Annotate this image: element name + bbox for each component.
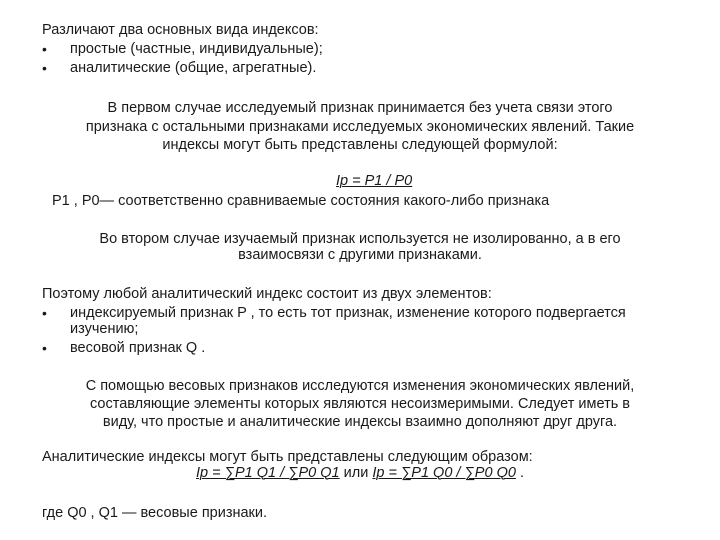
bullet-icon: • [42,60,47,76]
bullet-icon: • [42,305,47,321]
p-definition: P1 , P0— соответственно сравниваемые состояния какого-либо признака [52,193,550,209]
para5-heading: Аналитические индексы могут быть представлены следующим образом: [42,449,533,465]
para3-item-1-line-1: индексируемый признак P , то есть тот признак, изменение которого подвергается [70,305,626,321]
analytic-index-formulas [0,465,720,481]
simple-index-formula [336,173,412,189]
para4-line-2: составляющие элементы которых являются несоизмеримыми. Следует иметь в [89,396,630,412]
para1-line-3: индексы могут быть представлены следующей формулой: [162,137,558,153]
para2-line-2: взаимосвязи с другими признаками. [238,247,482,263]
para2-line-1: Во втором случае изучаемый признак используется не изолированно, а в его [99,231,621,247]
intro-item-1: простые (частные, индивидуальные); [70,41,323,57]
formula-laspeyres: Ip = ∑P1 Q0 / ∑P0 Q0 [372,465,516,481]
para3-item-1-line-2: изучению; [70,321,139,337]
bullet-icon: • [42,340,47,356]
formula-end: . [515,465,524,481]
bullet-icon: • [42,41,47,57]
para1-line-1: В первом случае исследуемый признак принимается без учета связи этого [107,100,613,116]
formula-ip: Ip = P1 / P0 [336,173,413,189]
formula-paasche: Ip = ∑P1 Q1 / ∑P0 Q1 [196,465,340,481]
para1-line-2: признака с остальными признаками исследуемых экономических явлений. Такие [85,119,635,135]
para4-line-1: С помощью весовых признаков исследуются изменения экономических явлений, [85,378,635,394]
weight-definition: где Q0 , Q1 — весовые признаки. [42,505,268,521]
para4-line-3: виду, что простые и аналитические индексы взаимно дополняют друг друга. [102,414,618,430]
formula-connector: или [339,465,373,481]
intro-item-2: аналитические (общие, агрегатные). [70,60,317,76]
intro-heading: Различают два основных вида индексов: [42,22,319,38]
para3-heading: Поэтому любой аналитический индекс состоит из двух элементов: [42,286,492,302]
para3-item-2: весовой признак Q . [70,340,206,356]
